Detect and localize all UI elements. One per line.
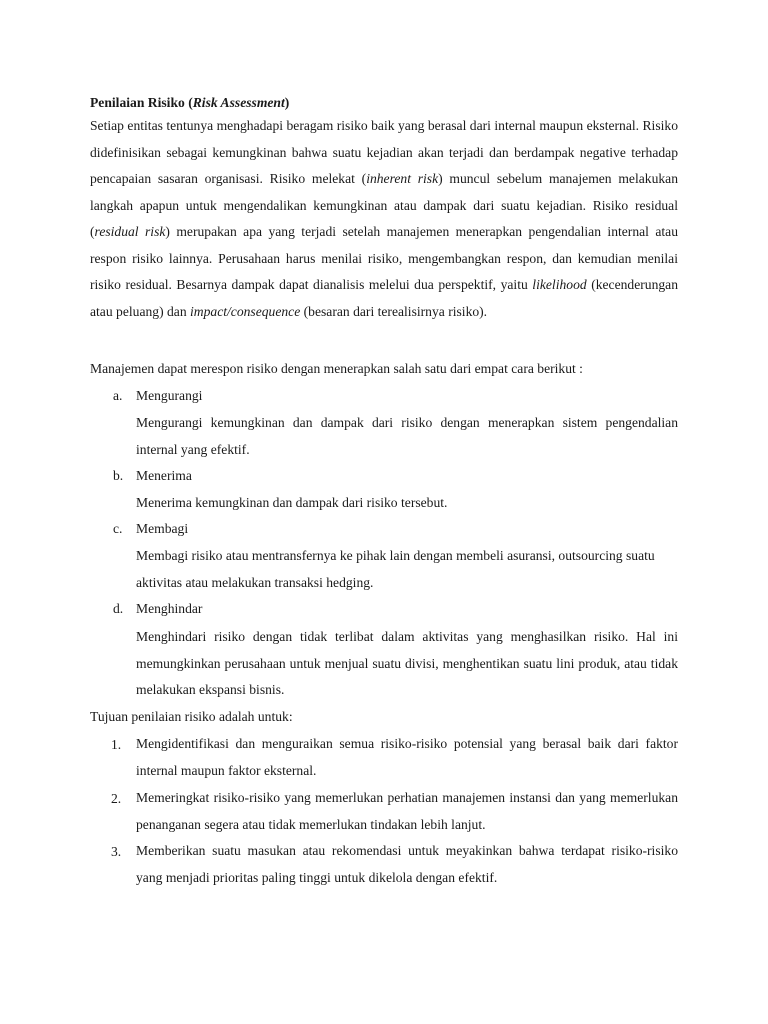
likelihood-term: likelihood [532,277,587,292]
response-description: Menerima kemungkinan dan dampak dari risiko tersebut. [136,495,448,510]
impact-term: impact/consequence [190,303,301,319]
residual-risk-term: residual risk [94,224,166,239]
inherent-risk-term: inherent risk [366,171,439,186]
list-marker: 1. [111,737,122,752]
response-description: Mengurangi kemungkinan dan dampak dari risiko dengan menerapkan sistem pengendalian internal yang efektif. [136,415,678,457]
intro-text-3: ) merupakan apa yang terjadi setelah manajemen menerapkan pengendalian internal atau respon risiko lainnya. Perusahaan harus menilai risiko, mengembangkan respon, dan kemudian menilai risiko residual. Besarnya dampak dapat dianalisis melelui dua perspektif, yaitu [90,224,679,292]
list-marker: 2. [111,791,122,806]
intro-text-1: Setiap entitas tentunya menghadapi beragam risiko baik yang berasal dari internal maupun eksternal. Risiko didefinisikan sebagai kemungkinan bahwa suatu kejadian akan terjadi dan berdampak negative terhadap pencapaian sasaran organisasi. Risiko melekat ( [90,118,678,186]
response-title: Menghindar [136,601,203,616]
intro-paragraph [90,113,678,325]
goal-item: Mengidentifikasi dan menguraikan semua risiko-risiko potensial yang berasal baik dari faktor internal maupun faktor eksternal. [136,736,678,778]
intro-text-2: ) muncul sebelum manajemen melakukan langkah apapun untuk mengendalikan kemungkinan atau dampak dari suatu kejadian. Risiko residual ( [90,171,678,239]
list-marker: b. [113,468,124,483]
response-title: Mengurangi [136,388,203,403]
goal-item: Memberikan suatu masukan atau rekomendasi untuk meyakinkan bahwa terdapat risiko-risiko yang menjadi prioritas paling tinggi untuk dikelola dengan efektif. [136,843,678,885]
response-description: Membagi risiko atau mentransfernya ke pihak lain dengan membeli asuransi, outsourcing suatu aktivitas atau melakukan transaksi hedging. [136,548,655,590]
response-title: Membagi [136,521,189,536]
response-title: Menerima [136,468,192,483]
section-heading [90,93,289,113]
response-intro: Manajemen dapat merespon risiko dengan menerapkan salah satu dari empat cara berikut : [90,361,583,376]
list-marker: a. [113,388,123,403]
list-marker: d. [113,601,124,616]
heading-close: ) [284,95,290,110]
goal-item: Memeringkat risiko-risiko yang memerlukan perhatian manajemen instansi dan yang memerlukan penanganan segera atau tidak memerlukan tindakan lebih lanjut. [136,790,678,832]
goals-intro: Tujuan penilaian risiko adalah untuk: [90,709,293,724]
response-description: Menghindari risiko dengan tidak terlibat dalam aktivitas yang menghasilkan risiko. Hal ini memungkinkan perusahaan untuk menjual suatu divisi, menghentikan suatu lini produk, atau tidak melakukan ekspansi bisnis. [136,629,678,698]
heading-text: Penilaian Risiko ( [90,95,193,110]
intro-text-5: (besaran dari terealisirnya risiko). [300,303,488,319]
list-marker: c. [113,521,123,536]
heading-italic-text: Risk Assessment [192,95,285,110]
intro-text-4: (kecenderungan atau peluang) dan [90,277,678,319]
list-marker: 3. [111,844,122,859]
